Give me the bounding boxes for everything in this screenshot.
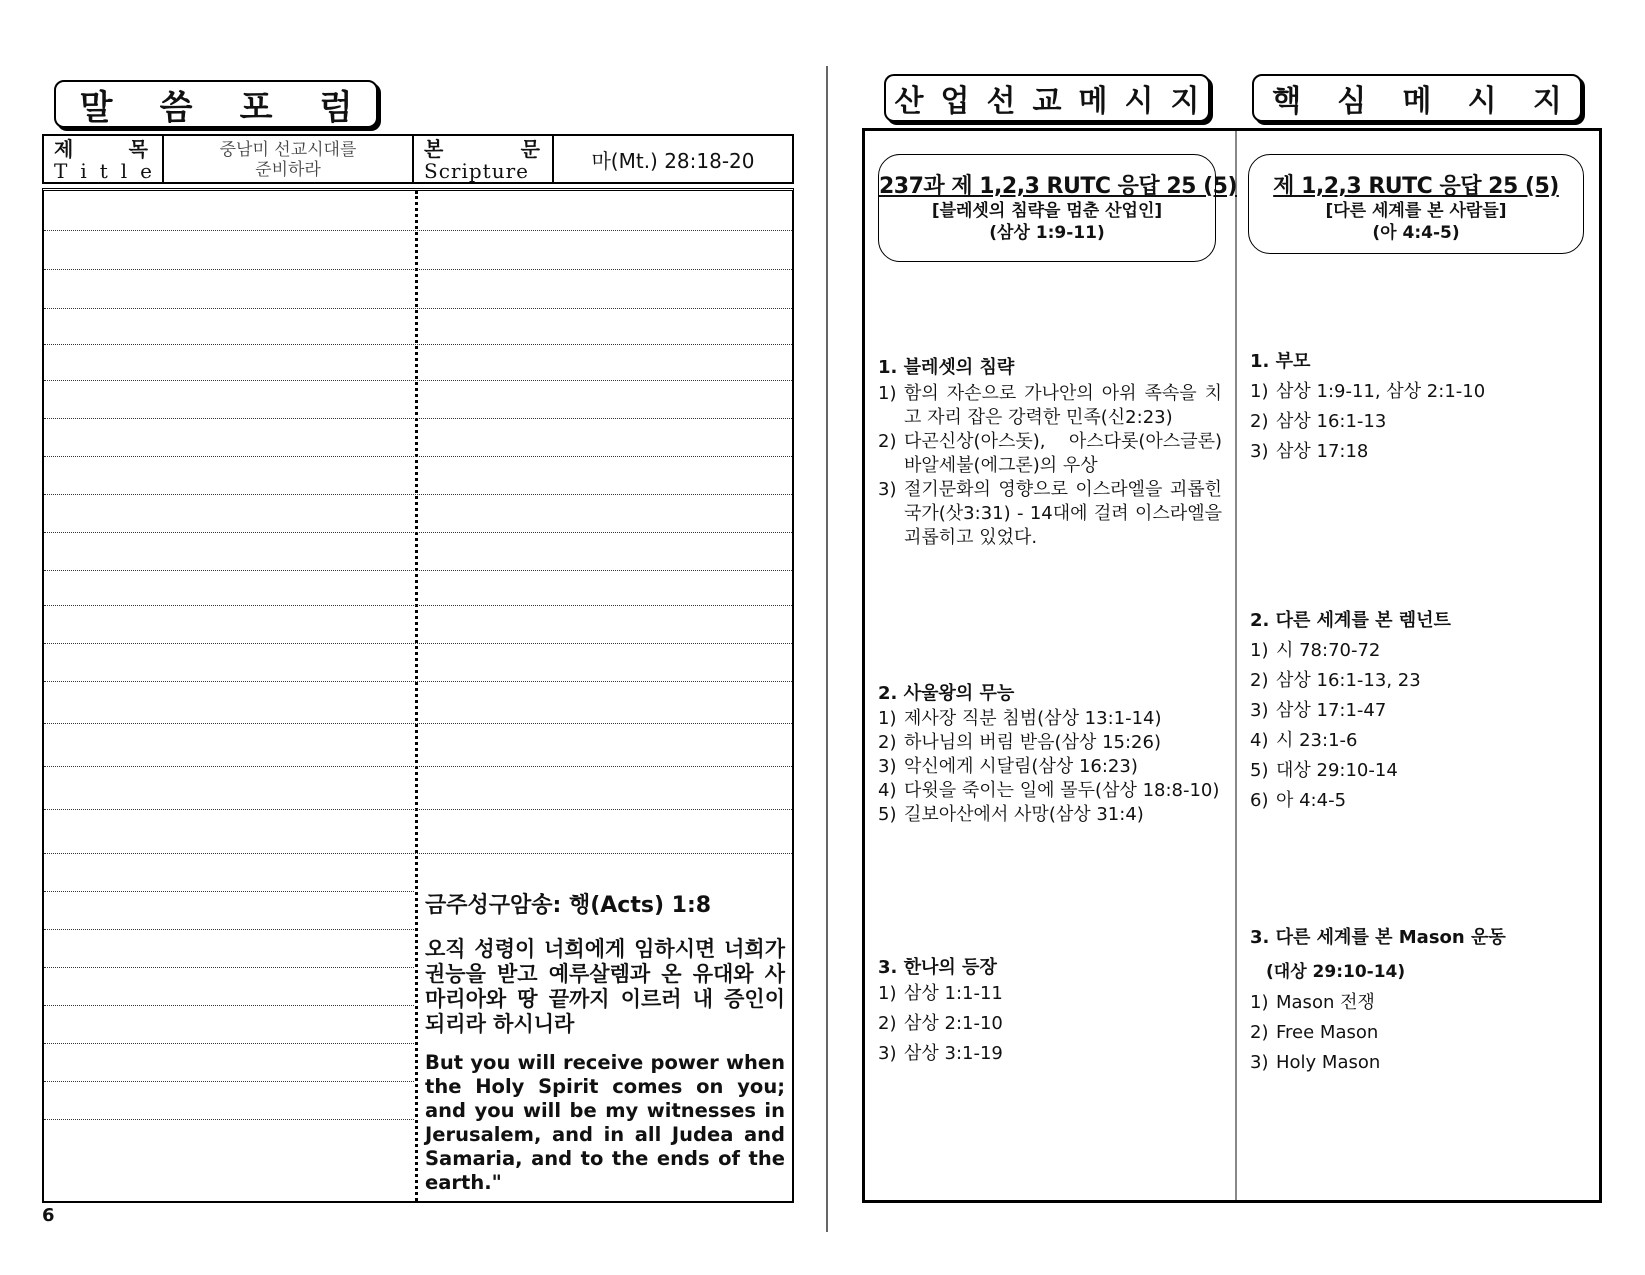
note-line bbox=[44, 891, 414, 892]
sermon-title-cell bbox=[164, 136, 414, 182]
note-line bbox=[44, 344, 792, 345]
scripture-label-ko: 문 bbox=[520, 137, 540, 161]
scripture-label-cell bbox=[414, 136, 554, 182]
item-text: 길보아산에서 사망(삼상 31:4) bbox=[904, 804, 1144, 825]
item-number: 1) bbox=[878, 708, 897, 729]
item-text: Free Mason bbox=[1276, 1022, 1379, 1043]
note-line bbox=[44, 643, 792, 644]
heading-char: 업 bbox=[940, 84, 970, 119]
item-number: 2) bbox=[1250, 670, 1269, 691]
item-number: 2) bbox=[878, 1013, 897, 1034]
note-line bbox=[44, 766, 792, 767]
heading-char: 지 bbox=[1532, 84, 1562, 119]
item-text: 악신에게 시달림(삼상 16:23) bbox=[904, 756, 1138, 777]
industrial-message-heading bbox=[884, 74, 1210, 122]
list-item bbox=[1250, 786, 1580, 816]
item-text: 삼상 1:9-11, 삼상 2:1-10 bbox=[1276, 381, 1486, 402]
core-lesson-ref: (아 4:4-5) bbox=[1372, 223, 1460, 243]
item-text: 삼상 1:1-11 bbox=[904, 983, 1003, 1004]
title-label-en: T bbox=[54, 159, 68, 183]
item-number: 4) bbox=[1250, 730, 1269, 751]
item-number: 6) bbox=[1250, 790, 1269, 811]
list-item bbox=[1250, 988, 1580, 1018]
note-line bbox=[44, 380, 792, 381]
industrial-lesson-sub: [블레셋의 침략을 멈춘 산업인] bbox=[931, 201, 1163, 221]
item-text: 삼상 16:1-13, 23 bbox=[1276, 670, 1421, 691]
scripture-value: 마(Mt.) 28:18-20 bbox=[591, 148, 755, 173]
forum-title-char: 럼 bbox=[319, 87, 353, 128]
core-section-subtitle: (대상 29:10-14) bbox=[1266, 962, 1406, 982]
item-text: 시 78:70-72 bbox=[1276, 640, 1381, 661]
note-line bbox=[44, 605, 792, 606]
heading-char: 산 bbox=[894, 84, 924, 119]
note-line bbox=[44, 269, 792, 270]
list-item bbox=[878, 430, 1222, 478]
list-item bbox=[1250, 1018, 1580, 1048]
heading-char: 선 bbox=[986, 84, 1016, 119]
note-line bbox=[44, 532, 792, 533]
scripture-label-ko: 본 bbox=[424, 137, 444, 161]
note-line bbox=[44, 456, 792, 457]
list-item bbox=[878, 1039, 1178, 1069]
list-item bbox=[1250, 666, 1580, 696]
item-number: 3) bbox=[1250, 441, 1269, 462]
title-label-ko: 목 bbox=[128, 137, 148, 161]
note-line bbox=[44, 230, 792, 231]
industrial-section-title: 1. 블레셋의 침략 bbox=[878, 357, 1015, 378]
core-lesson-title: 제 1,2,3 RUTC 응답 25 (5) bbox=[1273, 174, 1559, 199]
core-section-list bbox=[1250, 377, 1580, 467]
note-line bbox=[44, 809, 792, 810]
page-number: 6 bbox=[42, 1205, 55, 1226]
item-number: 2) bbox=[1250, 411, 1269, 432]
forum-title-char: 포 bbox=[239, 87, 273, 128]
item-text: 제사장 직분 침범(삼상 13:1-14) bbox=[904, 708, 1162, 729]
item-number: 1) bbox=[1250, 640, 1269, 661]
core-section-list bbox=[1250, 636, 1580, 816]
title-label-en: e bbox=[140, 159, 152, 183]
industrial-lesson-ref: (삼상 1:9-11) bbox=[989, 223, 1105, 243]
note-line bbox=[44, 494, 792, 495]
forum-title-char: 말 bbox=[79, 87, 113, 128]
scripture-value-cell bbox=[554, 136, 792, 182]
industrial-lesson-box bbox=[878, 154, 1238, 262]
item-number: 1) bbox=[878, 383, 897, 404]
note-line bbox=[44, 853, 792, 854]
core-lesson-sub: [다른 세계를 본 사람들] bbox=[1325, 201, 1507, 221]
industrial-section-list bbox=[878, 707, 1222, 827]
memory-verse-block bbox=[425, 888, 785, 1195]
heading-char: 시 bbox=[1467, 84, 1497, 119]
item-text: 절기문화의 영향으로 이스라엘을 괴롭힌 국가(삿3:31) - 14대에 걸려 이스라엘을 괴롭히고 있었다. bbox=[904, 479, 1222, 548]
note-line bbox=[44, 308, 792, 309]
item-text: 삼상 17:18 bbox=[1276, 441, 1369, 462]
sermon-title-line: 준비하라 bbox=[255, 160, 321, 180]
heading-char: 시 bbox=[1124, 84, 1154, 119]
item-text: 함의 자손으로 가나안의 아위 족속을 치고 자리 잡은 강력한 민족(신2:23) bbox=[904, 383, 1222, 428]
heading-char: 핵 bbox=[1272, 84, 1302, 119]
item-text: Holy Mason bbox=[1276, 1052, 1381, 1073]
industrial-section-title: 3. 한나의 등장 bbox=[878, 957, 997, 978]
item-number: 1) bbox=[1250, 992, 1269, 1013]
list-item bbox=[878, 1009, 1178, 1039]
industrial-section-title: 2. 사울왕의 무능 bbox=[878, 683, 1015, 704]
note-line bbox=[44, 929, 414, 930]
list-item bbox=[1250, 726, 1580, 756]
forum-title-char: 씀 bbox=[159, 87, 193, 128]
item-number: 1) bbox=[878, 983, 897, 1004]
list-item bbox=[878, 755, 1222, 779]
sermon-title-line: 중남미 선교시대를 bbox=[219, 140, 357, 160]
memory-verse-english: But you will receive power when the Holy Spirit comes on you; and you will be my witnesses in Jerusalem, and in all Judea and Samaria, and to the ends of the earth." bbox=[425, 1051, 785, 1194]
memory-verse-korean: 오직 성령이 너희에게 임하시면 너희가 권능을 받고 예루살렘과 온 유대와 사마리아와 땅 끝까지 이르러 내 증인이 되리라 하시니라 bbox=[425, 937, 785, 1036]
core-message-heading bbox=[1252, 74, 1582, 122]
item-text: 다윗을 죽이는 일에 몰두(삼상 18:8-10) bbox=[904, 780, 1220, 801]
core-section-title: 2. 다른 세계를 본 렘넌트 bbox=[1250, 610, 1451, 631]
list-item bbox=[878, 779, 1222, 803]
title-label-ko: 제 bbox=[54, 137, 74, 161]
list-item bbox=[1250, 636, 1580, 666]
item-number: 2) bbox=[878, 431, 897, 452]
item-text: 삼상 17:1-47 bbox=[1276, 700, 1387, 721]
list-item bbox=[1250, 696, 1580, 726]
note-line bbox=[44, 570, 792, 571]
heading-char: 심 bbox=[1337, 84, 1367, 119]
list-item bbox=[878, 803, 1222, 827]
title-label-en: t bbox=[99, 159, 108, 183]
sermon-header-table bbox=[42, 134, 794, 184]
note-line bbox=[44, 418, 792, 419]
note-line bbox=[44, 967, 414, 968]
item-text: 삼상 3:1-19 bbox=[904, 1043, 1003, 1064]
item-number: 3) bbox=[1250, 1052, 1269, 1073]
industrial-section-list bbox=[878, 382, 1222, 550]
title-label-en: i bbox=[80, 159, 87, 183]
item-number: 3) bbox=[878, 756, 897, 777]
item-number: 4) bbox=[878, 780, 897, 801]
list-item bbox=[1250, 756, 1580, 786]
heading-char: 교 bbox=[1032, 84, 1062, 119]
list-item bbox=[878, 478, 1222, 550]
item-number: 3) bbox=[878, 479, 897, 500]
item-number: 3) bbox=[878, 1043, 897, 1064]
item-number: 5) bbox=[878, 804, 897, 825]
note-line bbox=[44, 1081, 414, 1082]
notes-column-divider bbox=[415, 191, 418, 1201]
page-fold-line bbox=[826, 66, 828, 1232]
note-line bbox=[44, 681, 792, 682]
list-item bbox=[878, 731, 1222, 755]
item-number: 5) bbox=[1250, 760, 1269, 781]
item-text: 삼상 2:1-10 bbox=[904, 1013, 1003, 1034]
note-line bbox=[44, 1043, 414, 1044]
heading-char: 메 bbox=[1402, 84, 1432, 119]
list-item bbox=[878, 707, 1222, 731]
message-column-divider bbox=[1235, 131, 1237, 1200]
item-text: 아 4:4-5 bbox=[1276, 790, 1347, 811]
core-section-title: 3. 다른 세계를 본 Mason 운동 bbox=[1250, 927, 1506, 948]
scripture-label-en: Scripture bbox=[424, 159, 529, 183]
item-number: 3) bbox=[1250, 700, 1269, 721]
heading-char: 메 bbox=[1078, 84, 1108, 119]
note-line bbox=[44, 1119, 414, 1120]
item-text: Mason 전쟁 bbox=[1276, 992, 1375, 1013]
title-label-cell bbox=[44, 136, 164, 182]
core-lesson-box bbox=[1248, 154, 1584, 254]
note-line bbox=[44, 1005, 414, 1006]
forum-title-box bbox=[54, 80, 378, 128]
item-number: 2) bbox=[1250, 1022, 1269, 1043]
industrial-lesson-title: 237과 제 1,2,3 RUTC 응답 25 (5) bbox=[879, 174, 1238, 199]
list-item bbox=[878, 979, 1178, 1009]
item-text: 다곤신상(아스돗), 아스다롯(아스글론) 바알세불(에그론)의 우상 bbox=[904, 431, 1222, 476]
item-text: 시 23:1-6 bbox=[1276, 730, 1358, 751]
core-section-list bbox=[1250, 988, 1580, 1078]
item-text: 대상 29:10-14 bbox=[1276, 760, 1398, 781]
item-text: 하나님의 버림 받음(삼상 15:26) bbox=[904, 732, 1161, 753]
industrial-section-list bbox=[878, 979, 1178, 1069]
list-item bbox=[1250, 377, 1580, 407]
item-number: 2) bbox=[878, 732, 897, 753]
heading-char: 지 bbox=[1170, 84, 1200, 119]
list-item bbox=[1250, 437, 1580, 467]
item-text: 삼상 16:1-13 bbox=[1276, 411, 1387, 432]
core-section-title: 1. 부모 bbox=[1250, 351, 1311, 372]
note-line bbox=[44, 723, 792, 724]
list-item bbox=[878, 382, 1222, 430]
memory-verse-ref: 금주성구암송: 행(Acts) 1:8 bbox=[425, 893, 712, 918]
title-label-en: l bbox=[120, 159, 128, 183]
list-item bbox=[1250, 407, 1580, 437]
list-item bbox=[1250, 1048, 1580, 1078]
item-number: 1) bbox=[1250, 381, 1269, 402]
